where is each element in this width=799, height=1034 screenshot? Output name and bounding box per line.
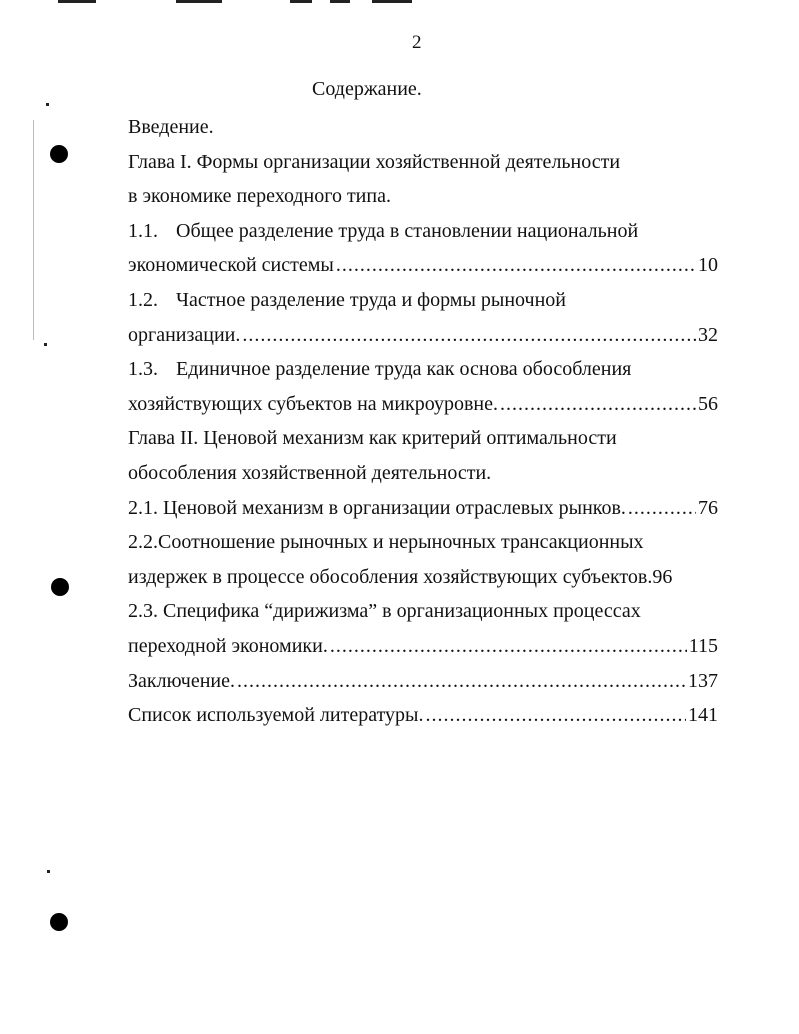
table-of-contents [128,110,718,733]
dot-leader [336,248,696,283]
entry-text: хозяйствующих субъектов на микроуровне. [128,392,498,415]
toc-section-1-1-line2 [128,248,718,283]
toc-section-2-2-line1: 2.2.Соотношение рыночных и нерыночных трансакционных [128,531,644,554]
toc-conclusion [128,664,718,699]
toc-intro: Введение. [128,116,214,138]
scan-margin-line [33,120,34,340]
page-number: 2 [412,32,422,53]
page-ref: 10 [698,254,718,277]
punch-hole [50,145,68,163]
scan-speck [47,870,50,873]
toc-chapter2-line2: обособления хозяйственной деятельности. [128,461,492,484]
scan-speck [44,343,47,346]
toc-section-1-1-line1 [128,214,718,249]
entry-text: переходной экономики. [128,634,328,657]
toc-section-1-2-line2 [128,318,718,353]
entry-text: экономической системы [128,254,334,277]
page-ref: 56 [698,392,718,415]
scan-speck [46,103,49,106]
dot-leader [500,387,696,422]
entry-text: организации. [128,323,241,346]
dot-leader [242,318,696,353]
section-number: 1.2. [128,288,158,311]
toc-chapter2-line1: Глава II. Ценовой механизм как критерий оптимальности [128,427,617,450]
page-ref: 115 [688,634,718,657]
punch-hole [51,578,69,596]
entry-text: издержек в процессе обособления хозяйствующих субъектов. [128,565,653,588]
page-ref: 76 [698,496,718,519]
section-title: Частное разделение труда и формы рыночной [176,288,566,311]
section-number: 1.1. [128,219,158,242]
entry-text: Заключение. [128,669,235,692]
scan-top-marks [0,0,799,6]
page-ref: 96 [652,565,673,588]
toc-references [128,698,718,733]
toc-section-2-3-line2 [128,629,718,664]
section-title: Единичное разделение труда как основа обособления [176,358,632,381]
toc-chapter1-line1: Глава I. Формы организации хозяйственной деятельности [128,150,621,173]
page-ref: 32 [698,323,718,346]
toc-section-1-2-line1 [128,283,718,318]
toc-section-2-3-line1: 2.3. Специфика “дирижизма” в организационных процессах [128,600,641,623]
page-title: Содержание. [312,78,422,100]
dot-leader [426,698,687,733]
page-ref: 141 [688,704,718,727]
dot-leader [628,491,696,526]
section-title: Общее разделение труда в становлении национальной [176,219,639,242]
entry-text: 2.1. Ценовой механизм в организации отраслевых рынков. [128,496,626,519]
toc-section-1-3-line2 [128,387,718,422]
toc-chapter1-line2: в экономике переходного типа. [128,185,391,208]
page-ref: 137 [688,669,718,692]
toc-section-2-2-line2 [128,560,718,595]
entry-text: Список используемой литературы. [128,704,424,727]
dot-leader [237,664,686,699]
dot-leader [330,629,687,664]
punch-hole [50,913,68,931]
section-number: 1.3. [128,358,158,381]
toc-section-2-1 [128,491,718,526]
toc-section-1-3-line1 [128,352,718,387]
